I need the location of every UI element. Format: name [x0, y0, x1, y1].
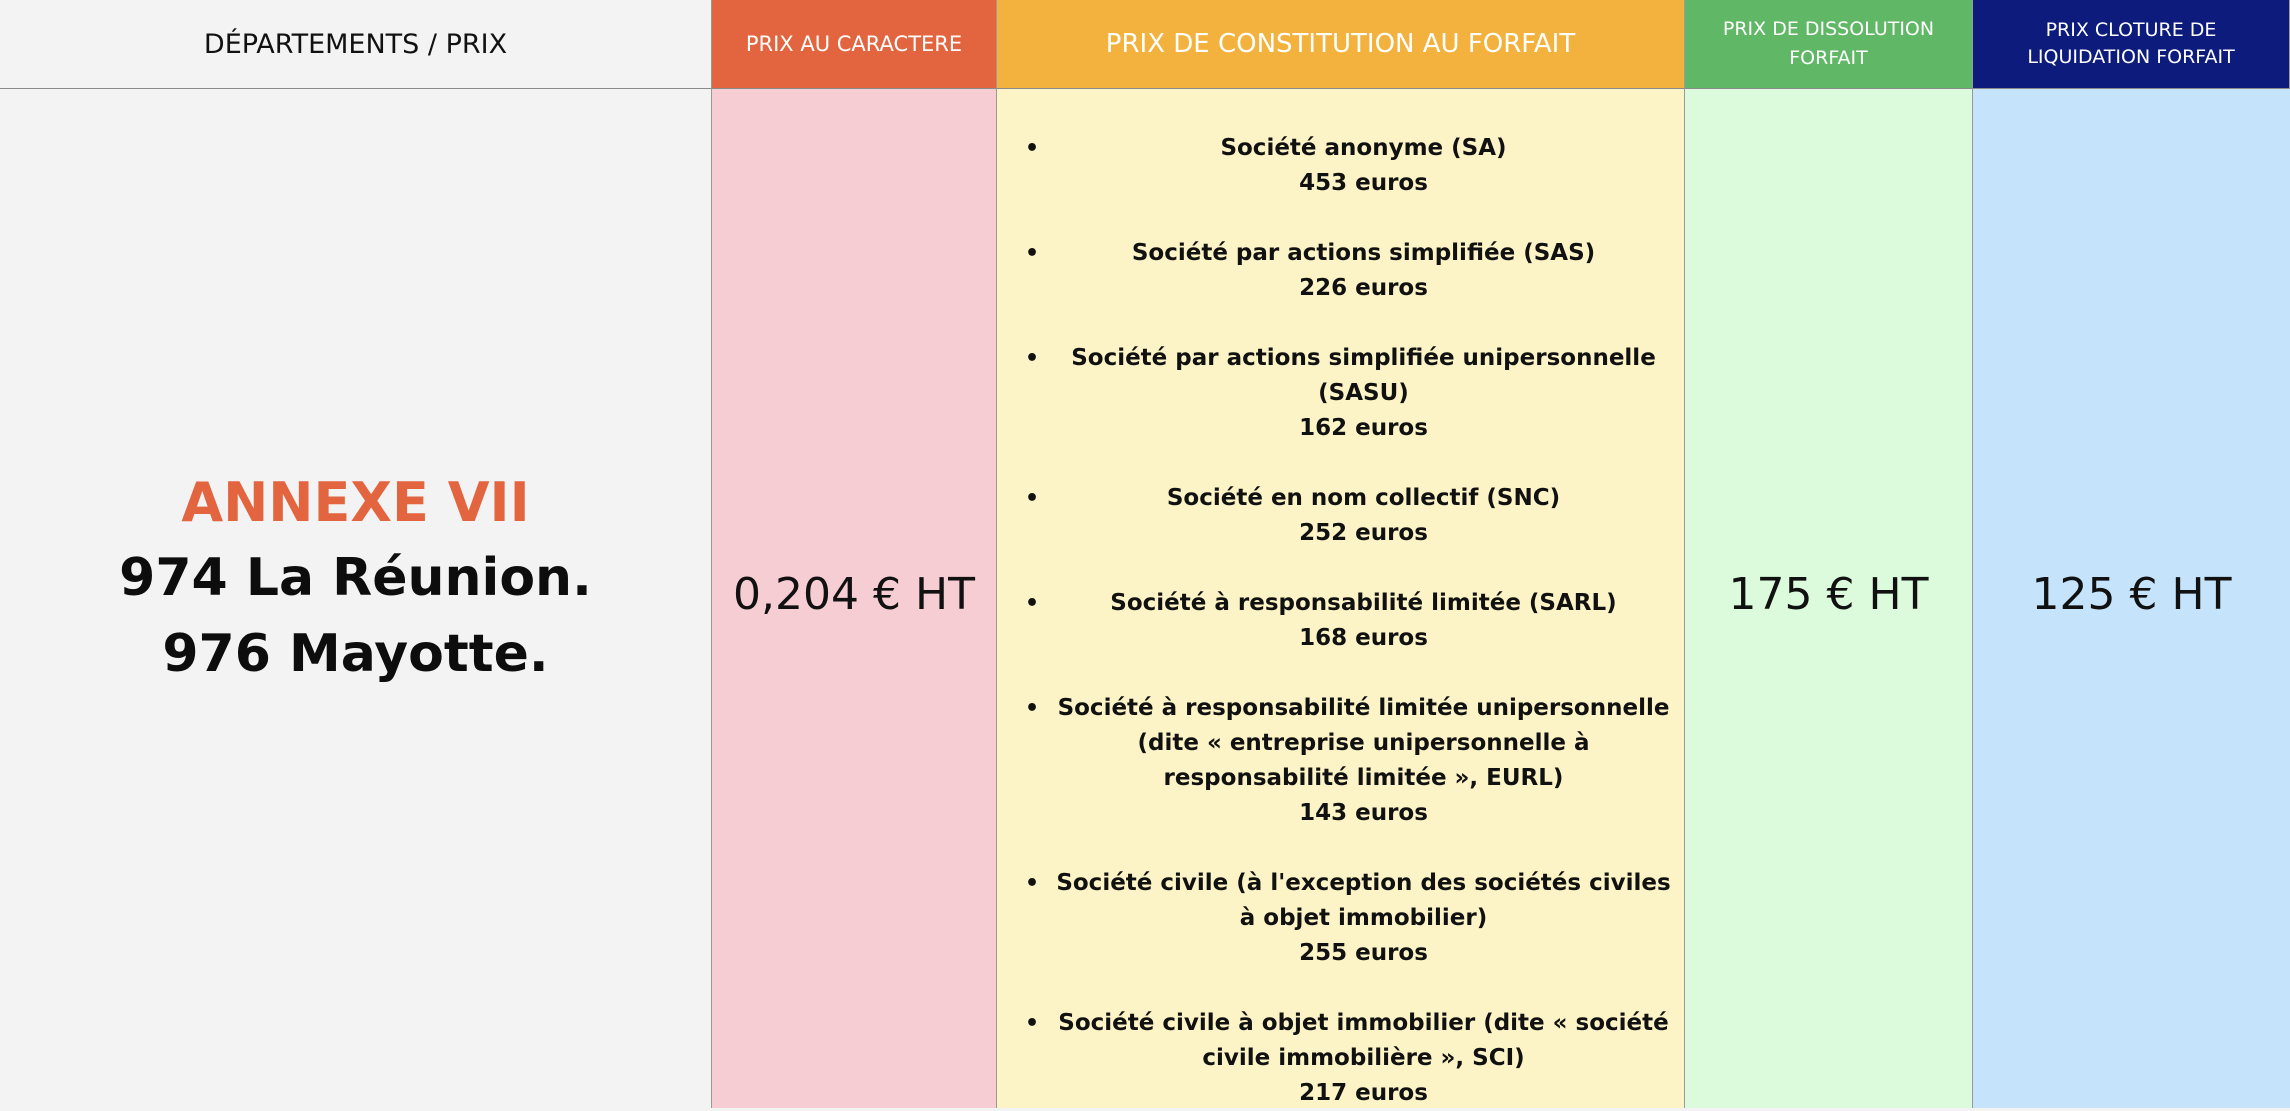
list-item: [997, 236, 1682, 306]
bullet-icon: •: [1025, 346, 1040, 371]
list-item: [997, 1006, 1682, 1111]
company-price: 252 euros: [1299, 520, 1428, 546]
bullet-icon: •: [1025, 1011, 1040, 1036]
bullet-icon: •: [1025, 696, 1040, 721]
prix-dissolution-value: 175 € HT: [1728, 569, 1929, 620]
header-prix-caractere: PRIX AU CARACTERE: [712, 0, 997, 89]
list-item: [997, 481, 1682, 551]
constitution-cell: [997, 89, 1685, 1108]
header-prix-constitution: PRIX DE CONSTITUTION AU FORFAIT: [997, 0, 1685, 89]
company-price: 143 euros: [1299, 800, 1428, 826]
company-type: Société civile à objet immobilier (dite « société civile immobilière », SCI): [1058, 1010, 1669, 1071]
list-item: [997, 341, 1682, 446]
prix-caractere-cell: [712, 89, 997, 1108]
company-type: Société par actions simplifiée (SAS): [1131, 240, 1596, 266]
company-price: 168 euros: [1299, 625, 1428, 651]
list-item: [997, 866, 1682, 971]
company-price: 162 euros: [1299, 415, 1428, 441]
company-type: Société à responsabilité limitée (SARL): [1110, 590, 1617, 616]
bullet-icon: •: [1025, 136, 1040, 161]
company-type: Société à responsabilité limitée unipersonnelle (dite « entreprise unipersonnelle à responsabilité limitée », EURL): [1057, 695, 1670, 791]
departement-reunion: 974 La Réunion.: [119, 547, 592, 608]
company-type: Société anonyme (SA): [1220, 135, 1507, 161]
company-type: Société en nom collectif (SNC): [1166, 485, 1561, 511]
bullet-icon: •: [1025, 241, 1040, 266]
header-departements: DÉPARTEMENTS / PRIX: [0, 0, 712, 89]
company-price: 217 euros: [1299, 1080, 1428, 1106]
company-price: 453 euros: [1299, 170, 1428, 196]
prix-dissolution-cell: [1685, 89, 1973, 1108]
bullet-icon: •: [1025, 871, 1040, 896]
bullet-icon: •: [1025, 486, 1040, 511]
list-item: [997, 131, 1682, 201]
company-price: 255 euros: [1299, 940, 1428, 966]
list-item: [997, 586, 1682, 656]
bullet-icon: •: [1025, 591, 1040, 616]
departements-cell: [0, 89, 712, 1108]
company-type: Société par actions simplifiée unipersonnelle (SASU): [1071, 345, 1656, 406]
company-type: Société civile (à l'exception des sociétés civiles à objet immobilier): [1056, 870, 1671, 931]
annexe-title: ANNEXE VII: [181, 470, 530, 534]
list-item: [997, 691, 1682, 831]
prix-caractere-value: 0,204 € HT: [733, 569, 975, 620]
prix-cloture-value: 125 € HT: [2031, 569, 2232, 620]
departement-mayotte: 976 Mayotte.: [162, 623, 549, 684]
company-price: 226 euros: [1299, 275, 1428, 301]
header-prix-cloture: PRIX CLOTURE DE LIQUIDATION FORFAIT: [1973, 0, 2290, 89]
header-prix-dissolution: PRIX DE DISSOLUTION FORFAIT: [1685, 0, 1973, 89]
prix-cloture-cell: [1973, 89, 2290, 1108]
constitution-list: [997, 131, 1682, 1111]
